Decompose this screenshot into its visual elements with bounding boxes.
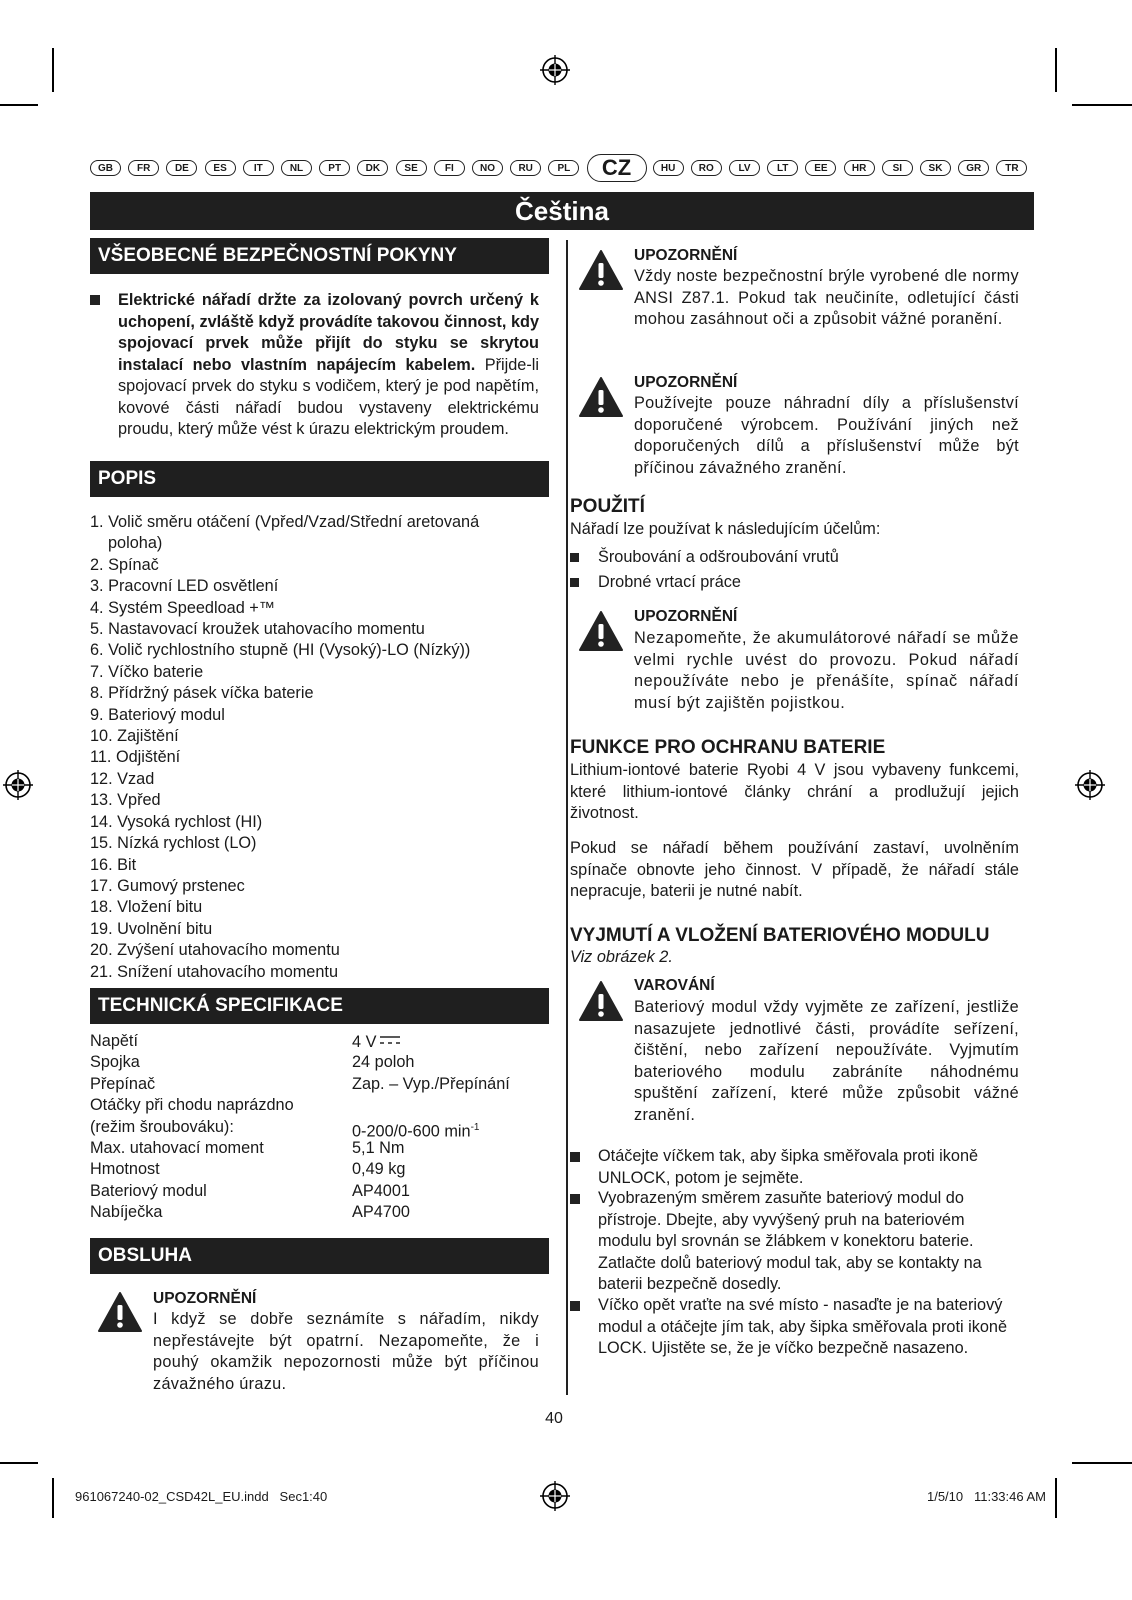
language-pl: PL [548,160,579,176]
language-nl: NL [281,160,312,176]
language-hr: HR [844,160,875,176]
warning-text: Vždy noste bezpečnostní brýle vyrobené dle normy ANSI Z87.1. Pokud tak neučiníte, odletující části mohou zasáhnout oči a způsobit vážné poranění. [634,267,1019,328]
list-item: 5. Nastavovací kroužek utahovacího momentu [90,620,425,639]
warning-title: UPOZORNĚNÍ [153,1290,257,1307]
bullet-icon [90,295,100,305]
section-heading-vyjmuti: VYJMUTÍ A VLOŽENÍ BATERIOVÉHO MODULU [570,925,990,946]
language-cz: CZ [587,154,647,182]
list-item: 10. Zajištění [90,727,179,746]
warning-text: I když se dobře seznámíte s nářadím, nikdy nepřestávejte být opatrní. Nezapomeňte, že i pouhý okamžik nepozornosti může být příčinou závažného úrazu. [153,1310,539,1393]
spec-value-text: 0,49 kg [352,1160,406,1179]
spec-value [352,1202,410,1223]
language-si: SI [882,160,913,176]
bullet-icon [570,1152,580,1162]
list-item: 18. Vložení bitu [90,898,203,917]
language-hu: HU [653,160,684,176]
list-item: poloha) [108,534,163,553]
list-item: 9. Bateriový modul [90,705,225,724]
warning-icon [97,1291,143,1333]
spec-label: Otáčky při chodu naprázdno [90,1096,294,1115]
section-heading-pouziti: POUŽITÍ [570,496,645,517]
language-gb: GB [90,160,121,176]
warning-text: Nezapomeňte, že akumulátorové nářadí se může velmi rychle uvést do provozu. Pokud nářadí nepoužíváte nebo je přenášíte, spínač nářadí musí být zajištěn pojistkou. [634,629,1019,712]
list-item: 4. Systém Speedload +™ [90,598,276,617]
spec-value-text: Zap. – Vyp./Přepínání [352,1074,510,1093]
safety-bold-text: Elektrické nářadí držte za izolovaný povrch určený k uchopení, zvláště když provádíte takovou činnost, kdy spojovací prvek může přijít do styku se skrytou instalací nebo vlastním napájecím kabelem. [118,291,539,374]
list-item: 13. Vpřed [90,791,161,810]
language-lv: LV [729,160,760,176]
dc-symbol-icon [380,1031,400,1043]
crop-mark [52,48,54,92]
language-ro: RO [691,160,722,176]
language-dk: DK [357,160,388,176]
page-title: Čeština [90,192,1034,230]
list-item: 8. Přídržný pásek víčka baterie [90,684,314,703]
crop-mark [0,104,38,106]
bullet-icon [570,578,579,587]
list-item: 14. Vysoká rychlost (HI) [90,812,263,831]
pouziti-bullet: Šroubování a odšroubování vrutů [598,548,839,566]
language-fi: FI [434,160,465,176]
list-item: 12. Vzad [90,769,155,788]
spec-value-text: 5,1 Nm [352,1139,405,1157]
vyjmuti-bullet: Vyobrazeným směrem zasuňte bateriový modul do přístroje. Dbejte, aby vyvýšený pruh na bateriovém modulu byl srovnán se žlábkem v konektoru baterie. Zatlačte dolů bateriový modul tak, aby se kontakty na baterii bezpečně dosedly. [598,1189,982,1293]
bullet-icon [570,553,579,562]
page-number: 40 [545,1410,563,1427]
footer-date: 1/5/10 11:33:46 AM [926,1489,1046,1504]
section-heading-obsluha: OBSLUHA [90,1238,549,1274]
bullet-icon [570,1301,580,1311]
spec-value [352,1138,404,1159]
spec-value [352,1052,414,1073]
vyjmuti-bullet: Otáčejte víčkem tak, aby šipka směřovala proti ikoně UNLOCK, potom je sejměte. [598,1147,979,1187]
language-ru: RU [510,160,541,176]
language-selector [90,155,1035,186]
parts-list [90,512,479,983]
spec-label: (režim šroubováku): [90,1117,234,1136]
spec-value [352,1181,410,1202]
spec-label: Max. utahovací moment [90,1139,264,1157]
spec-value-text: 0-200/0-600 min [352,1122,471,1141]
list-item: 16. Bit [90,855,137,874]
language-es: ES [205,160,236,176]
language-lt: LT [767,160,798,176]
language-fr: FR [128,160,159,176]
language-pt: PT [319,160,350,176]
list-item: 17. Gumový prstenec [90,876,245,895]
pouziti-intro: Nářadí lze používat k následujícím účelům: [570,520,881,538]
warning-icon [578,376,624,418]
section-heading-popis: POPIS [90,461,549,497]
warning-icon [578,610,624,652]
spec-label: Bateriový modul [90,1181,207,1200]
funkce-paragraph: Pokud se nářadí během používání zastaví, uvolněním spínače obnovte jeho činnost. V případě, že nářadí stále nepracuje, baterii je nutné nabít. [570,839,1019,900]
pouziti-bullet: Drobné vrtací práce [598,573,741,591]
crop-mark [52,1478,54,1518]
language-no: NO [472,160,503,176]
section-heading-safety: VŠEOBECNÉ BEZPEČNOSTNÍ POKYNY [90,238,549,274]
language-it: IT [243,160,274,176]
spec-value-text: AP4700 [352,1203,410,1222]
warning-title: VAROVÁNÍ [634,977,715,994]
footer-file-info: 961067240-02_CSD42L_EU.indd Sec1:40 [75,1489,328,1504]
spec-label: Spojka [90,1053,140,1072]
bullet-icon [570,1194,580,1204]
safety-text: Přijde-li spojovací prvek do styku s vodičem, který je pod napětím, kovové části nářadí budou vystaveny elektrickému proudu, který může vést k úrazu elektrickým proudem. [118,355,539,438]
warning-icon [578,980,624,1022]
safety-paragraph [118,290,539,441]
language-de: DE [166,160,197,176]
registration-mark-icon [1075,770,1105,800]
crop-mark [1072,104,1132,106]
crop-mark [1072,1462,1132,1464]
spec-value [352,1031,400,1053]
spec-label: Přepínač [90,1074,156,1093]
warning-text: Bateriový modul vždy vyjměte ze zařízení, jestliže nasazujete jednotlivé části, provádíte seřízení, čištění, nebo zařízení nepoužíváte. Vyjmutím bateriového modulu zabráníte náhodnému spuštění zařízení, které může způsobit vážné zranění. [634,998,1019,1124]
crop-mark [1055,1478,1057,1518]
registration-mark-icon [540,1481,570,1511]
spec-value [352,1074,510,1095]
unit-superscript: -1 [470,1121,480,1133]
list-item: 3. Pracovní LED osvětlení [90,577,279,596]
list-item: 7. Víčko baterie [90,662,204,681]
spec-value [352,1159,405,1180]
list-item: 19. Uvolnění bitu [90,919,213,938]
list-item: 2. Spínač [90,555,159,574]
spec-value-text: 24 poloh [352,1053,415,1072]
list-item: 6. Volič rychlostního stupně (HI (Vysoký)-LO (Nízký)) [90,641,471,660]
crop-mark [1055,48,1057,92]
spec-value-text: AP4001 [352,1181,410,1200]
spec-label: Nabíječka [90,1203,163,1222]
spec-label: Napětí [90,1032,138,1050]
list-item: 1. Volič směru otáčení (Vpřed/Vzad/Střední aretovaná [90,513,480,531]
list-item: 15. Nízká rychlost (LO) [90,834,257,853]
section-heading-spec: TECHNICKÁ SPECIFIKACE [90,988,549,1024]
warning-title: UPOZORNĚNÍ [634,608,738,625]
warning-text: Používejte pouze náhradní díly a příslušenství doporučené výrobcem. Používání jiných než doporučených dílů a příslušenství může být příčinou závažného zranění. [634,394,1019,477]
figure-reference: Viz obrázek 2. [570,948,673,966]
vyjmuti-bullet: Víčko opět vraťte na své místo - nasaďte je na bateriový modul a otáčejte jím tak, aby šipka směřovala proti ikoně LOCK. Ujistěte se, že je víčko bezpečně nasazeno. [598,1296,1008,1357]
list-item: 21. Snížení utahovacího momentu [90,962,338,981]
registration-mark-icon [540,55,570,85]
warning-icon [578,249,624,291]
spec-label: Hmotnost [90,1160,160,1179]
section-heading-funkce: FUNKCE PRO OCHRANU BATERIE [570,737,886,758]
language-se: SE [396,160,427,176]
language-tr: TR [996,160,1027,176]
language-gr: GR [958,160,989,176]
warning-title: UPOZORNĚNÍ [634,247,738,264]
funkce-paragraph: Lithium-iontové baterie Ryobi 4 V jsou vybaveny funkcemi, které lithium-iontové články chrání a prodlužují jejich životnost. [570,761,1019,822]
language-sk: SK [920,160,951,176]
list-item: 11. Odjištění [90,748,181,767]
registration-mark-icon [3,770,33,800]
column-divider [566,240,568,1395]
warning-title: UPOZORNĚNÍ [634,374,738,391]
language-ee: EE [805,160,836,176]
list-item: 20. Zvýšení utahovacího momentu [90,941,340,960]
crop-mark [0,1462,38,1464]
spec-value-text: 4 V [352,1033,377,1051]
